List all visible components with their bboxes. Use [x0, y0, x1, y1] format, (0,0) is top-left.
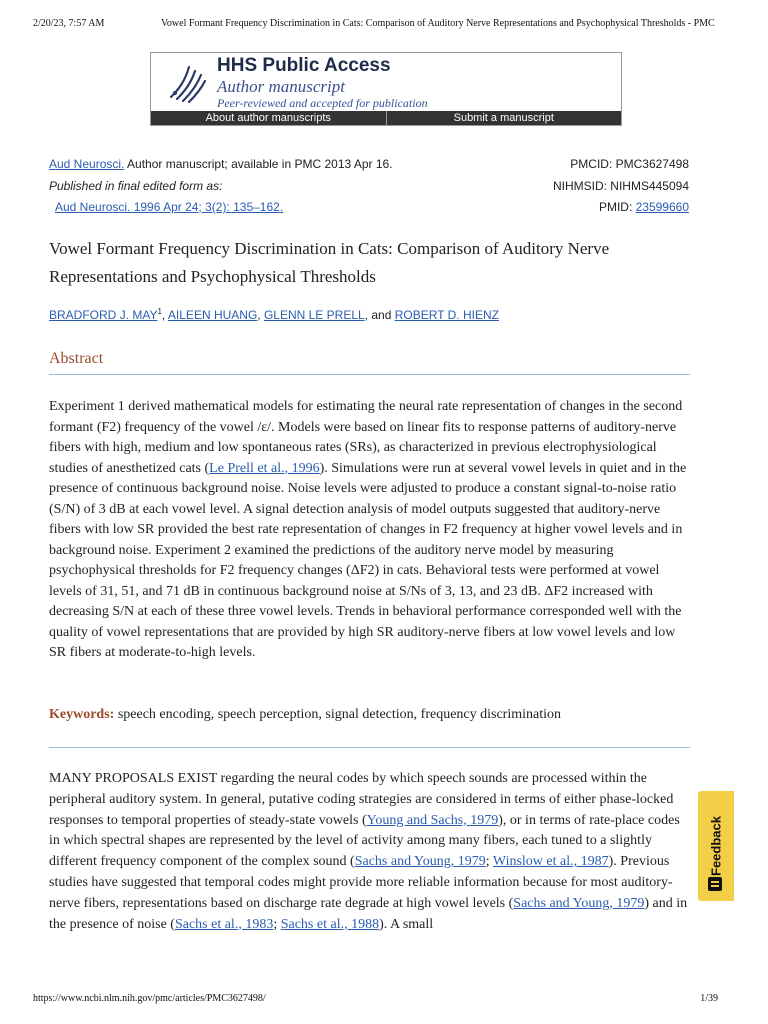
- author-link-le-prell[interactable]: GLENN LE PRELL: [263, 308, 365, 322]
- citation-link[interactable]: Aud Neurosci. 1996 Apr 24; 3(2): 135–162.: [55, 200, 284, 214]
- citation-sachs-young-1979-b[interactable]: Sachs and Young, 1979: [513, 895, 645, 911]
- submit-manuscript-link[interactable]: Submit a manuscript: [453, 112, 554, 124]
- citation-young-sachs-1979[interactable]: Young and Sachs, 1979: [366, 812, 499, 828]
- nihmsid: NIHMSID: NIHMS445094: [552, 178, 689, 193]
- author-affiliation-sup[interactable]: 1: [157, 307, 162, 316]
- pmid-label: PMID:: [598, 200, 636, 214]
- citation-meta: [49, 154, 393, 219]
- hhs-eagle-logo-icon: [165, 59, 211, 105]
- citation-sachs-1988[interactable]: Sachs et al., 1988: [280, 916, 380, 932]
- availability-text: Author manuscript; available in PMC 2013 Apr 16.: [124, 157, 393, 171]
- identifier-meta: [553, 154, 689, 219]
- citation-winslow-1987[interactable]: Winslow et al., 1987: [492, 854, 609, 870]
- feedback-icon: [708, 877, 722, 891]
- article-title: Vowel Formant Frequency Discrimination in Cats: Comparison of Auditory Nerve Representations and Psychophysical Thresholds: [49, 239, 610, 286]
- author-link-may[interactable]: BRADFORD J. MAY: [49, 308, 158, 322]
- citation-sachs-young-1979[interactable]: Sachs and Young, 1979: [354, 854, 486, 870]
- section-divider: [49, 747, 690, 748]
- pmid-line: [553, 197, 689, 219]
- hhs-public-access-banner: [150, 52, 622, 126]
- print-url: https://www.ncbi.nlm.nih.gov/pmc/articles/PMC3627498/: [33, 993, 266, 1004]
- keywords: [49, 707, 561, 723]
- citation-line: [49, 197, 393, 219]
- published-label: Published in final edited form as:: [49, 178, 223, 193]
- intro-paragraph: MANY PROPOSALS EXIST regarding the neural codes by which speech sounds are processed within the peripheral auditory system. In general, putative coding strategies are considered in terms of either phase-locked responses to temporal properties of steady-state vowels (Young and Sachs, 1979), or in terms of rate-place codes in which spectral shapes are represented by the level of activity among many fibers, each tuned to a slightly different frequency component of the complex sound (Sachs and Young, 1979; Winslow et al., 1987). Previous studies have suggested that temporal codes might provide more reliable information because for most auditory-nerve fibers, representations based on discharge rate degrade at high vowel levels (Sachs and Young, 1979) and in the presence of noise (Sachs et al., 1983; Sachs et al., 1988). A small: [49, 771, 688, 932]
- author-link-hienz[interactable]: ROBERT D. HIENZ: [394, 308, 499, 322]
- banner-subtitle: Author manuscript: [217, 77, 345, 96]
- print-datetime: 2/20/23, 7:57 AM: [33, 18, 105, 29]
- citation-sachs-1983[interactable]: Sachs et al., 1983: [174, 916, 274, 932]
- author-list: BRADFORD J. MAY$^1$, AILEEN HUANG, GLENN LE PRELL, and ROBERT D. HIENZ: [49, 307, 499, 322]
- availability-line: [49, 154, 393, 176]
- about-author-manuscripts-link[interactable]: About author manuscripts: [205, 112, 331, 124]
- print-page-title: Vowel Formant Frequency Discrimination in Cats: Comparison of Auditory Nerve Representations and Psychophysical Thresholds - PMC: [161, 18, 715, 29]
- feedback-label: Feedback: [708, 816, 724, 876]
- abstract-heading: Abstract: [49, 350, 104, 367]
- abstract-divider: [49, 374, 690, 375]
- journal-link[interactable]: Aud Neurosci.: [49, 157, 125, 171]
- feedback-button[interactable]: [698, 791, 734, 901]
- banner-link-bar: [151, 111, 621, 125]
- print-page-number: 1/39: [700, 993, 718, 1004]
- banner-title: HHS Public Access: [217, 55, 391, 76]
- author-and: and: [371, 308, 392, 322]
- citation-le-prell-1996[interactable]: Le Prell et al., 1996: [209, 460, 320, 476]
- keywords-label: Keywords:: [49, 707, 115, 722]
- author-link-huang[interactable]: AILEEN HUANG: [167, 308, 258, 322]
- abstract-text: Experiment 1 derived mathematical models for estimating the neural rate representation of changes in the second formant (F2) frequency of the vowel /ε/. Models were based on linear fits to response patterns of auditory-nerve fibers with high, medium and low spontaneous rates (SRs), as characterized in previous electrophysiological studies of anesthetized cats (Le Prell et al., 1996). Simulations were run at several vowel levels in quiet and in the presence of continuous background noise. Noise levels were adjusted to produce a constant signal-to-noise ratio (S/N) of 3 dB at each vowel level. A signal detection analysis of model outputs suggested that auditory-nerve fibers with low SR provided the best rate representation of changes in F2 frequency at higher vowel levels and in background noise. Experiment 2 examined the predictions of the auditory nerve model by measuring psychophysical thresholds for F2 frequency changes (ΔF2) in cats. Behavioral tests were performed at vowel levels of 31, 51, and 71 dB in continuous background noise at S/Ns of 3, 13, and 23 dB. ΔF2 increased with decreasing S/N at each of these three vowel levels. Trends in behavioral performance corresponded well with the quality of vowel representations that are provided by high SR auditory-nerve fibers at low vowel levels and low SR fibers at moderate-to-high levels.: [49, 399, 687, 660]
- banner-tagline: Peer-reviewed and accepted for publication: [217, 96, 428, 110]
- pmcid: PMCID: PMC3627498: [570, 157, 689, 171]
- keywords-text: speech encoding, speech perception, signal detection, frequency discrimination: [114, 707, 562, 722]
- pmid-link[interactable]: 23599660: [635, 200, 689, 214]
